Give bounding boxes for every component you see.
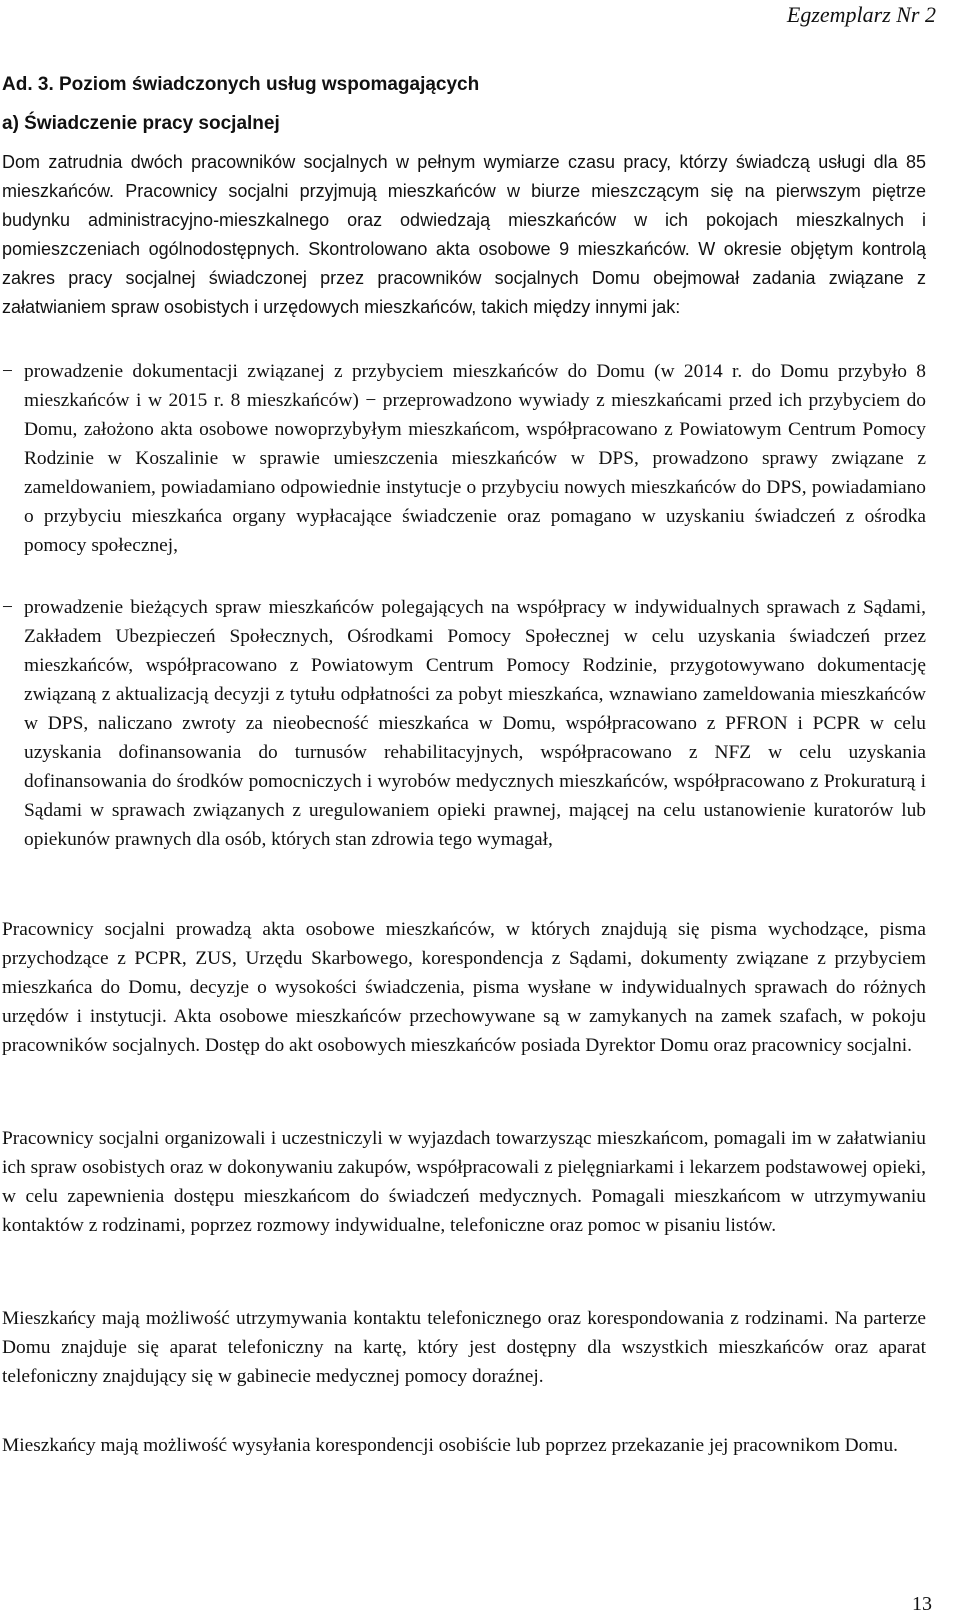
paragraph-mail: Mieszkańcy mają możliwość wysyłania korespondencji osobiście lub poprzez przekazanie jej pracownikom Domu. — [2, 1435, 898, 1456]
bullet-dash: − — [2, 361, 13, 382]
section-subtitle: a) Świadczenie pracy socjalnej — [2, 113, 280, 134]
list-item — [2, 357, 926, 560]
page-number: 13 — [912, 1593, 932, 1615]
list-item — [2, 593, 926, 854]
paragraph-intro — [2, 148, 926, 322]
list-item-text: prowadzenie bieżących spraw mieszkańców polegających na współpracy w indywidualnych sprawach z Sądami, Zakładem Ubezpieczeń Społecznych, Ośrodkami Pomocy Społecznej w celu uzyskania świadczeń przez mieszkańców, współpracowano z Powiatowym Centrum Pomocy Rodzinie, przygotowywano dokumentację związaną z aktualizacją decyzji z tytułu odpłatności za pobyt mieszkańca, wznawiano zameldowania mieszkańców w DPS, naliczano zwroty za nieobecność mieszkańca w Domu, współpracowano z PFRON i PCPR w celu uzyskania dofinansowania do turnusów rehabilitacyjnych, współpracowano z NFZ w celu uzyskania dofinansowania do środków pomocniczych i wyrobów medycznych mieszkańców, współpracowano z Prokuraturą i Sądami w sprawach związanych z uregulowaniem opieki prawnej, mającej na celu ustanowienie kuratorów lub opiekunów prawnych dla osób, których stan zdrowia tego wymagał, — [24, 597, 926, 850]
paragraph-trips: Pracownicy socjalni organizowali i uczestniczyli w wyjazdach towarzysząc mieszkańcom, pomagali im w załatwianiu ich spraw osobistych oraz w dokonywaniu zakupów, współpracowali z pielęgniarkami i lekarzem podstawowej opieki, w celu zapewnienia dostępu mieszkańcom do świadczeń medycznych. Pomagali mieszkańcom w utrzymywaniu kontaktów z rodzinami, poprzez rozmowy indywidualne, telefoniczne oraz pomoc w pisaniu listów. — [2, 1128, 926, 1236]
paragraph-records: Pracownicy socjalni prowadzą akta osobowe mieszkańców, w których znajdują się pisma wychodzące, pisma przychodzące z PCPR, ZUS, Urzędu Skarbowego, korespondencja z Sądami, dokumenty związane z przybyciem mieszkańca do Domu, decyzje o wysokości świadczenia, pisma wysłane w indywidualnych sprawach do różnych urzędów i instytucji. Akta osobowe mieszkańców przechowywane są w zamykanych na zamek szafach, w pokoju pracowników socjalnych. Dostęp do akt osobowych mieszkańców posiada Dyrektor Domu oraz pracownicy socjalni. — [2, 919, 926, 1056]
bullet-dash: − — [2, 597, 13, 618]
section-title: Ad. 3. Poziom świadczonych usług wspomagających — [2, 74, 480, 95]
paragraph-intro-part1: Dom zatrudnia dwóch pracowników socjalnych w pełnym wymiarze czasu pracy, którzy świadczą usługi dla 85 mieszkańców. Pracownicy socjalni przyjmują mieszkańców w biurze mieszczącym się na pierwszym piętrze budynku administracyjno-mieszkalnego oraz odwiedzają mieszkańców w ich pokojach mieszkalnych i pomieszczeniach ogólnodostępnych. Skontrolowano akta osobowe 9 mieszkańców. — [2, 152, 926, 259]
paragraph-intro-part2: W okresie objętym kontrolą zakres pracy socjalnej świadczonej przez pracowników socjalnych Domu obejmował zadania związane z załatwianiem spraw osobistych i urzędowych mieszkańców, takich między innymi jak: — [2, 239, 926, 317]
copy-number-label: Egzemplarz Nr 2 — [786, 2, 936, 27]
paragraph-phone: Mieszkańcy mają możliwość utrzymywania kontaktu telefonicznego oraz korespondowania z rodzinami. Na parterze Domu znajduje się aparat telefoniczny na kartę, który jest dostępny dla wszystkich mieszkańców oraz aparat telefoniczny znajdujący się w gabinecie medycznej pomocy doraźnej. — [2, 1308, 926, 1387]
list-item-text: prowadzenie dokumentacji związanej z przybyciem mieszkańców do Domu (w 2014 r. do Domu przybyło 8 mieszkańców i w 2015 r. 8 mieszkańców) − przeprowadzono wywiady z mieszkańcami przed ich przybyciem do Domu, założono akta osobowe nowoprzybyłym mieszkańcom, współpracowano z Powiatowym Centrum Pomocy Rodzinie w Koszalinie w sprawie umieszczenia mieszkańców w DPS, prowadzono sprawy związane z zameldowaniem, powiadamiano odpowiednie instytucje o przybyciu nowych mieszkańców do DPS, powiadamiano o przybyciu mieszkańca organy wypłacające świadczenie oraz pomagano w uzyskaniu świadczeń z ośrodka pomocy społecznej, — [24, 361, 926, 556]
